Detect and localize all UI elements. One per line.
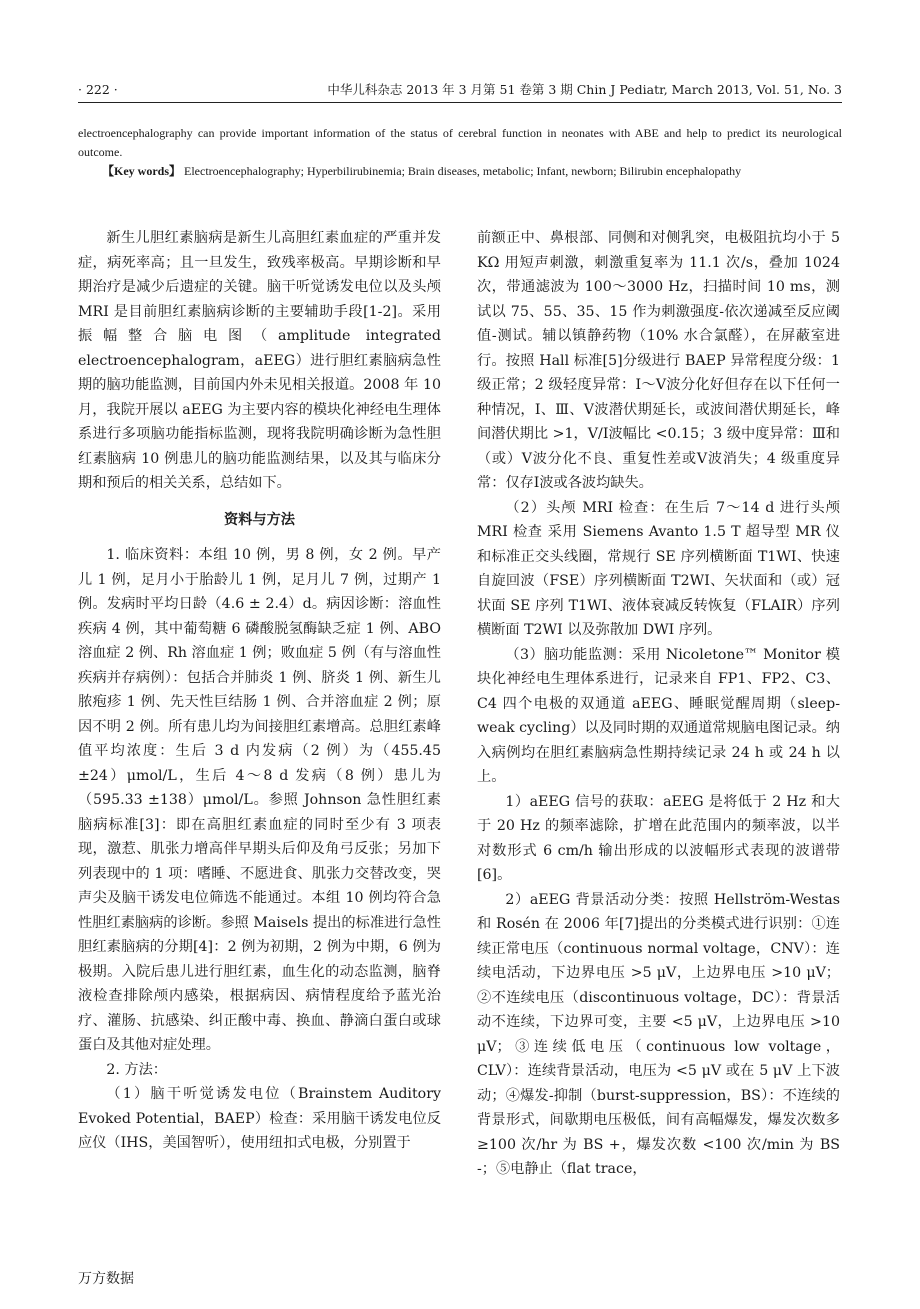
aeeg-background-paragraph: 2）aEEG 背景活动分类：按照 Hellström-Westas 和 Rosén 在 2006 年[7]提出的分类模式进行识别：①连续正常电压（continuous normal voltage，CNV）：连续电活动，下边界电压 >5 μV，上边界电压 >10 μV；②不连续电压（discontinuous voltage，DC）：背景活动不连续，下边界可变，主要 <5 μV，上边界电压 >10 μV；③连续低电压（continuous low voltage，CLV）：连续背景活动，电压为 <5 μV 或在 5 μV 上下波动；④爆发-抑制（burst-suppression，BS）：不连续的背景形式，间歇期电压极低，间有高幅爆发，爆发次数多≥100 次/hr 为 BS +，爆发次数 <100 次/min 为 BS -；⑤电静止（flat trace，	[477, 891, 840, 1177]
clinical-data-paragraph: 1. 临床资料：本组 10 例，男 8 例，女 2 例。早产儿 1 例，足月小于胎龄儿 1 例，足月儿 7 例，过期产 1 例。发病时平均日龄（4.6 ± 2.4）d。病因诊断：溶血性疾病 4 例，其中葡萄糖 6 磷酸脱氢酶缺乏症 1 例、ABO 溶血症 2 例、Rh 溶血症 1 例；败血症 5 例（有与溶血性疾病并存病例）：包括合并肺炎 1 例、脐炎 1 例、新生儿脓疱疹 1 例、先天性巨结肠 1 例、合并溶血症 2 例；原因不明 2 例。所有患儿均为间接胆红素增高。总胆红素峰值平均浓度：生后 3 d 内发病（2 例）为（455.45 ±24）μmol/L，生后 4～8 d 发病（8 例）患儿为（595.33 ±138）μmol/L。参照 Johnson 急性胆红素脑病标准[3]：即在高胆红素血症的同时至少有 3 项表现，激惹、肌张力增高伴早期头后仰及角弓反张；另加下列表现中的 1 项：嗜睡、不愿进食、肌张力交替改变，哭声尖及脑干诱发电位筛选不能通过。本组 10 例均符合急性胆红素脑病的诊断。参照 Maisels 提出的标准进行急性胆红素脑病的分期[4]：2 例为初期，2 例为中期，6 例为极期。入院后患儿进行胆红素，血生化的动态监测，脑脊液检查排除颅内感染，根据病因、病情程度给予蓝光治疗、灌肠、抗感染、纠正酸中毒、换血、静滴白蛋白或球蛋白及其他对症处理。	[78, 547, 441, 1053]
right-column	[477, 226, 840, 1182]
page-number: · 222 ·	[78, 82, 118, 97]
abstract-section	[78, 124, 842, 181]
baep-continued: 前额正中、鼻根部、同侧和对侧乳突，电极阻抗均小于 5 KΩ 用短声刺激，刺激重复率为 11.1 次/s，叠加 1024 次，带通滤波为 100～3000 Hz，扫描时间 10 ms，测试以 75、55、35、15 作为刺激强度-依次递减至反应阈值-测试。辅以镇静药物（10% 水合氯醛），在屏蔽室进行。按照 Hall 标准[5]分级进行 BAEP 异常程度分级：1 级正常；2 级轻度异常：Ⅰ～Ⅴ波分化好但存在以下任何一种情况，Ⅰ、Ⅲ、Ⅴ波潜伏期延长，或波间潜伏期延长，峰间潜伏期比 >1，Ⅴ/Ⅰ波幅比 <0.15；3 级中度异常：Ⅲ和（或）Ⅴ波分化不良、重复性差或Ⅴ波消失；4 级重度异常：仅存Ⅰ波或各波均缺失。	[477, 230, 840, 491]
methods-heading: 2. 方法：	[106, 1061, 167, 1078]
footer-watermark: 万方数据	[78, 1271, 134, 1287]
brain-monitor-paragraph: （3）脑功能监测：采用 Nicoletone™ Monitor 模块化神经电生理体系进行，记录来自 FP1、FP2、C3、C4 四个电极的双通道 aEEG、睡眠觉醒周期（sleep-weak cycling）以及同时期的双通道常规脑电图记录。纳入病例均在胆红素脑病急性期持续记录 24 h 或 24 h 以上。	[477, 646, 840, 785]
keywords-list: Electroencephalography; Hyperbilirubinemia; Brain diseases, metabolic; Infant, newborn; Bilirubin encephalopathy	[181, 164, 742, 178]
baep-paragraph: （1）脑干听觉诱发电位（Brainstem Auditory Evoked Potential，BAEP）检查：采用脑干诱发电位反应仪（IHS，美国智听），使用纽扣式电极，分别置于	[78, 1086, 441, 1151]
section-title: 资料与方法	[224, 511, 295, 528]
left-column	[78, 226, 441, 1156]
keywords-label: 【Key words】	[102, 164, 181, 178]
journal-citation: 中华儿科杂志 2013 年 3 月第 51 卷第 3 期 Chin J Pediatr, March 2013, Vol. 51, No. 3	[327, 82, 842, 97]
header-divider	[78, 102, 842, 103]
keywords	[78, 162, 842, 181]
mri-paragraph: （2）头颅 MRI 检查：在生后 7～14 d 进行头颅 MRI 检查 采用 Siemens Avanto 1.5 T 超导型 MR 仪和标准正交头线圈，常规行 SE 序列横断面 T1WI、快速自旋回波（FSE）序列横断面 T2WI、矢状面和（或）冠状面 SE 序列 T1WI、液体衰减反转恢复（FLAIR）序列横断面 T2WI 以及弥散加 DWI 序列。	[477, 499, 840, 638]
intro-paragraph: 新生儿胆红素脑病是新生儿高胆红素血症的严重并发症，病死率高；且一旦发生，致残率极高。早期诊断和早期治疗是减少后遗症的关键。脑干听觉诱发电位以及头颅 MRI 是目前胆红素脑病诊断的主要辅助手段[1-2]。采用振幅整合脑电图（amplitude integrated electroencephalogram，aEEG）进行胆红素脑病急性期的脑功能监测，目前国内外未见相关报道。2008 年 10 月，我院开展以 aEEG 为主要内容的模块化神经电生理体系进行多项脑功能指标监测，现将我院明确诊断为急性胆红素脑病 10 例患儿的脑功能监测结果，以及其与临床分期和预后的相关关系，总结如下。	[78, 230, 441, 491]
abstract-tail: electroencephalography can provide important information of the status of cerebral function in neonates with ABE and help to predict its neurological outcome.	[78, 126, 842, 159]
aeeg-signal-paragraph: 1）aEEG 信号的获取：aEEG 是将低于 2 Hz 和大于 20 Hz 的频率滤除，扩增在此范围内的频率波，以半对数形式 6 cm/h 输出形成的以波幅形式表现的波谱带[6]。	[477, 793, 840, 883]
